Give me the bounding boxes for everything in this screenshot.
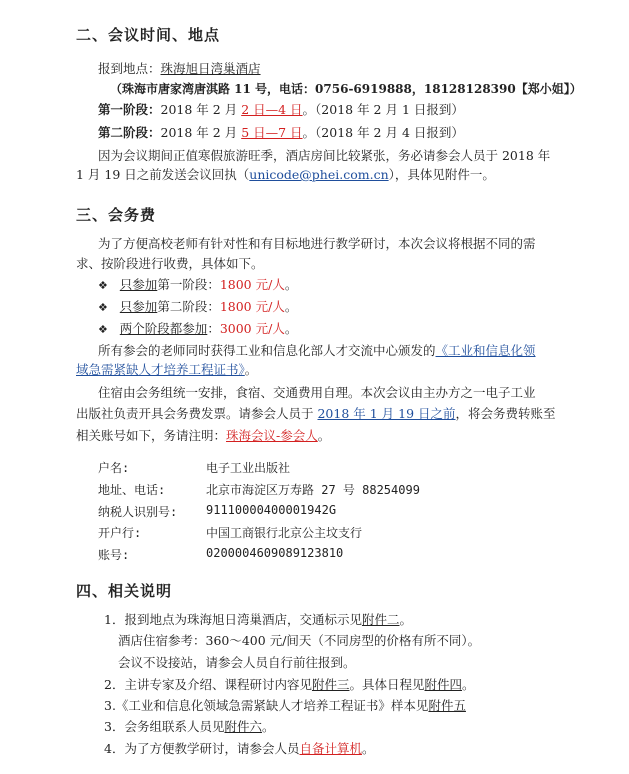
bring-computer-text: 自备计算机 <box>299 741 362 756</box>
diamond-bullet-icon: ❖ <box>98 323 108 336</box>
note-line-1: 因为会议期间正值寒假旅游旺季，酒店房间比较紧张，务必请参会人员于 2018 年 <box>98 148 551 163</box>
note-line-2 <box>76 167 495 183</box>
fee-bullet-3-end: 。 <box>284 321 298 336</box>
account-label-taxid: 纳税人识别号: <box>98 505 178 519</box>
fee-bullet-2-price: 1800 元/人 <box>219 299 285 314</box>
remark-post: 。 <box>317 428 331 443</box>
fee-bullet-1-text: 第一阶段： <box>157 277 220 292</box>
fee-bullet-3 <box>98 321 297 338</box>
note-item-2-post: 。 <box>462 677 475 692</box>
note-item-1-pre: 1．报到地点为珠海旭日湾巢酒店，交通标示见 <box>104 612 362 627</box>
fee-bullet-1-end: 。 <box>284 277 298 292</box>
remark-pre: 相关账号如下，务请注明： <box>76 428 227 443</box>
diamond-bullet-icon: ❖ <box>98 279 108 292</box>
fee-bullet-3-price: 3000 元/人 <box>219 321 285 336</box>
section-heading-notes: 四、相关说明 <box>76 582 173 600</box>
note-item-1-post: 。 <box>399 612 412 627</box>
payment-line-1: 住宿由会务组统一安排，食宿、交通费用自理。本次会议由主办方之一电子工业 <box>98 385 536 400</box>
note-item-5-post: 。 <box>361 741 375 756</box>
note-item-5-pre: 4．为了方便教学研讨，请参会人员 <box>104 741 300 756</box>
certificate-line-1 <box>98 343 536 359</box>
remark-text: 珠海会议-参会人 <box>226 428 318 443</box>
fees-intro-2: 求、按阶段进行收费，具体如下。 <box>76 256 264 271</box>
note-item-4-pre: 3．会务组联系人员见 <box>104 719 225 734</box>
payment-pre: 出版社负责开具会务费发票。请参会人员于 <box>76 406 318 421</box>
note-item-2-mid: 。具体日程见 <box>349 677 425 692</box>
fee-bullet-3-text: ： <box>207 321 220 336</box>
account-label-address: 地址、电话: <box>98 483 166 497</box>
address-line: （珠海市唐家湾唐淇路 11 号，电话：0756-6919888，18128128390【郑小姐】） <box>110 82 582 96</box>
attachment-3-ref: 附件三 <box>311 677 350 692</box>
section-heading-schedule: 二、会议时间、地点 <box>76 26 221 44</box>
certificate-link[interactable]: 《工业和信息化领 <box>435 343 536 358</box>
payment-line-3 <box>76 428 330 444</box>
certificate-link-cont[interactable]: 域急需紧缺人才培养工程证书》 <box>76 362 245 377</box>
fee-bullet-2-end: 。 <box>284 299 298 314</box>
payment-line-2 <box>76 406 556 422</box>
account-value-number: 0200004609089123810 <box>206 546 344 560</box>
report-label: 报到地点： <box>98 61 161 76</box>
report-place: 珠海旭日湾巢酒店 <box>160 61 261 76</box>
note-post: ），具体见附件一。 <box>388 167 495 182</box>
account-value-bank: 中国工商银行北京公主坟支行 <box>206 526 363 540</box>
note-item-3 <box>104 698 466 714</box>
account-value-taxid: 91110000400001942G <box>206 503 337 517</box>
note-item-4-post: 。 <box>261 719 275 734</box>
note-item-2 <box>104 677 475 693</box>
certificate-line-2 <box>76 362 257 378</box>
fee-bullet-1 <box>98 277 297 294</box>
fee-bullet-1-underlined: 只参加 <box>119 277 158 292</box>
diamond-bullet-icon: ❖ <box>98 301 108 314</box>
note-item-5 <box>104 741 375 757</box>
account-label-bank: 开户行: <box>98 526 142 540</box>
attachment-5-ref: 附件五 <box>428 698 466 713</box>
stage1-label: 第一阶段： <box>98 102 161 117</box>
stage2-label: 第二阶段： <box>98 125 161 140</box>
account-label-number: 账号: <box>98 548 130 562</box>
stage2-post: 。（2018 年 2 月 4 日报到） <box>302 125 464 140</box>
note-item-3-pre: 3.《工业和信息化领域急需紧缺人才培养工程证书》样本见 <box>104 698 429 713</box>
stage1-pre: 2018 年 2 月 <box>160 102 242 117</box>
stage1-line <box>98 102 464 118</box>
note-item-2-pre: 2．主讲专家及介绍、课程研讨内容见 <box>104 677 312 692</box>
attachment-6-ref: 附件六 <box>224 719 262 734</box>
attachment-4-ref: 附件四 <box>424 677 463 692</box>
stage2-line <box>98 125 464 141</box>
report-location-line <box>98 61 261 77</box>
fee-bullet-1-price: 1800 元/人 <box>219 277 285 292</box>
note-item-1c: 会议不设接站，请参会人员自行前往报到。 <box>118 655 356 670</box>
note-item-1 <box>104 612 412 628</box>
contact-email-link[interactable]: unicode@phei.com.cn <box>249 167 389 182</box>
attachment-2-ref: 附件二 <box>361 612 400 627</box>
fee-bullet-3-underlined: 两个阶段都参加 <box>119 321 208 336</box>
payment-post: ，将会务费转账至 <box>455 406 556 421</box>
note-pre: 1 月 19 日之前发送会议回执（ <box>76 167 250 182</box>
stage2-dates: 5 日—7 日 <box>241 125 303 140</box>
stage2-pre: 2018 年 2 月 <box>160 125 242 140</box>
fee-bullet-2-text: 第二阶段： <box>157 299 220 314</box>
fee-bullet-2-underlined: 只参加 <box>119 299 158 314</box>
certificate-pre: 所有参会的老师同时获得工业和信息化部人才交流中心颁发的 <box>98 343 436 358</box>
deadline-date: 2018 年 1 月 19 日之前 <box>317 406 456 421</box>
account-label-name: 户名: <box>98 461 130 475</box>
stage1-dates: 2 日—4 日 <box>241 102 303 117</box>
account-value-address: 北京市海淀区万寿路 27 号 88254099 <box>206 483 420 497</box>
fees-intro-1: 为了方便高校老师有针对性和有目标地进行教学研讨，本次会议将根据不同的需 <box>98 236 536 251</box>
note-item-4 <box>104 719 275 735</box>
section-heading-fees: 三、会务费 <box>76 206 157 224</box>
note-item-1b: 酒店住宿参考：360～400 元/间天（不同房型的价格有所不同）。 <box>118 633 481 648</box>
stage1-post: 。（2018 年 2 月 1 日报到） <box>302 102 464 117</box>
account-value-name: 电子工业出版社 <box>206 461 291 475</box>
certificate-post: 。 <box>244 362 258 377</box>
fee-bullet-2 <box>98 299 297 316</box>
